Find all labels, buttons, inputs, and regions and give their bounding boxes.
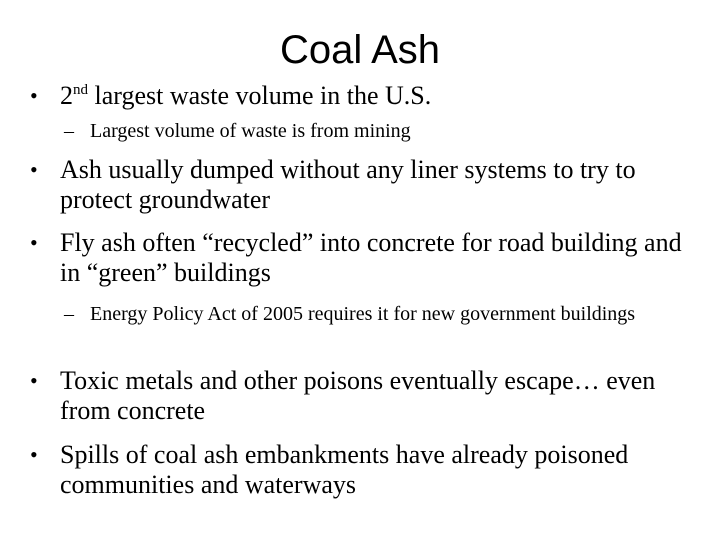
- bullet-text: 2nd largest waste volume in the U.S.: [60, 81, 432, 110]
- bullet-item: [30, 366, 700, 426]
- bullet-text: Spills of coal ash embankments have already poisoned communities and waterways: [60, 440, 629, 499]
- superscript: nd: [73, 82, 88, 98]
- bullet-marker: •: [30, 442, 38, 467]
- sub-bullet-marker: –: [64, 303, 74, 325]
- bullet-item: [30, 155, 700, 215]
- sub-bullet-item: [64, 118, 690, 144]
- bullet-item: [30, 440, 700, 500]
- bullet-item: [30, 81, 700, 111]
- bullet-marker: •: [30, 83, 38, 108]
- sub-bullet-text: Largest volume of waste is from mining: [90, 120, 411, 142]
- sub-bullet-text: Energy Policy Act of 2005 requires it for new government buildings: [90, 303, 636, 325]
- bullet-text: Fly ash often “recycled” into concrete for road building and in “green” buildings: [60, 228, 682, 287]
- bullet-text: Toxic metals and other poisons eventually escape… even from concrete: [60, 366, 656, 425]
- bullet-marker: •: [30, 368, 38, 393]
- bullet-item: [30, 228, 700, 288]
- slide-title: Coal Ash: [279, 28, 441, 72]
- sub-bullet-marker: –: [64, 120, 74, 142]
- bullet-marker: •: [30, 230, 38, 255]
- bullet-text: Ash usually dumped without any liner systems to try to protect groundwater: [60, 155, 636, 214]
- sub-bullet-item: [64, 301, 690, 327]
- bullet-marker: •: [30, 157, 38, 182]
